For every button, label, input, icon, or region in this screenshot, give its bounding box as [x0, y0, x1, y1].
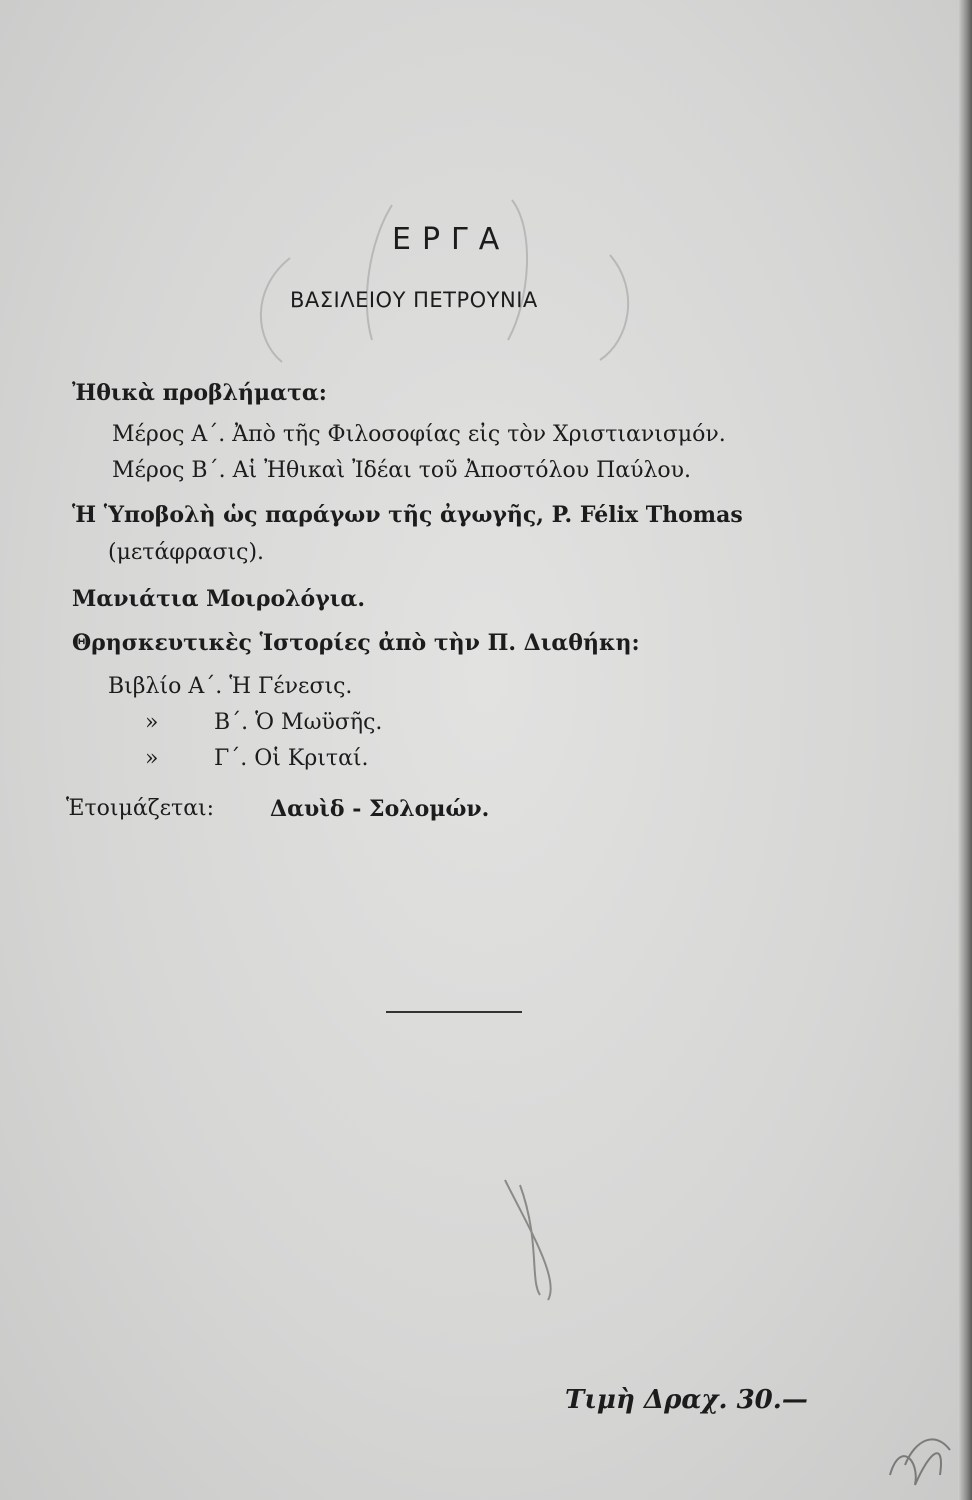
book-b-ditto-mark: » [145, 710, 159, 735]
page-edge [958, 0, 972, 1500]
book-b: Β΄. Ὁ Μωϋσῆς. [214, 710, 383, 735]
thriskeftikes-heading: Θρησκευτικὲς Ἱστορίες ἀπὸ τὴν Π. Διαθήκη: [72, 630, 640, 656]
signature-scribble [890, 1439, 950, 1485]
author-name: ΒΑΣΙΛΕΙΟΥ ΠΕΤΡΟΥΝΙΑ [290, 288, 538, 312]
upcoming-label: Ἑτοιμάζεται: [66, 796, 215, 821]
book-a: Βιβλίο Α΄. Ἡ Γένεσις. [108, 674, 353, 699]
page-title: ΕΡΓΑ [392, 222, 511, 257]
ethika-heading: Ἠθικὰ προβλήματα: [72, 380, 327, 406]
hypovoli-note: (μετάφρασις). [108, 540, 265, 565]
price-label: Τιμὴ Δραχ. 30.— [565, 1385, 808, 1415]
pencil-stroke-bottom [505, 1180, 551, 1300]
book-c: Γ΄. Οἱ Κριταί. [214, 746, 369, 771]
book-c-ditto-mark: » [145, 746, 159, 771]
ethika-part-a: Μέρος Α΄. Ἀπὸ τῆς Φιλοσοφίας εἰς τὸν Χριστιανισμόν. [112, 422, 726, 447]
upcoming-title: Δαυὶδ - Σολομών. [270, 796, 490, 822]
hypovoli-title: Ἡ Ὑποβολὴ ὡς παράγων τῆς ἀγωγῆς, P. Félix Thomas [72, 502, 743, 528]
maniatia-title: Μανιάτια Μοιρολόγια. [72, 586, 365, 612]
ethika-part-b: Μέρος Β΄. Αἱ Ἠθικαὶ Ἰδέαι τοῦ Ἀποστόλου Παύλου. [112, 458, 692, 483]
divider-rule [386, 1011, 522, 1013]
